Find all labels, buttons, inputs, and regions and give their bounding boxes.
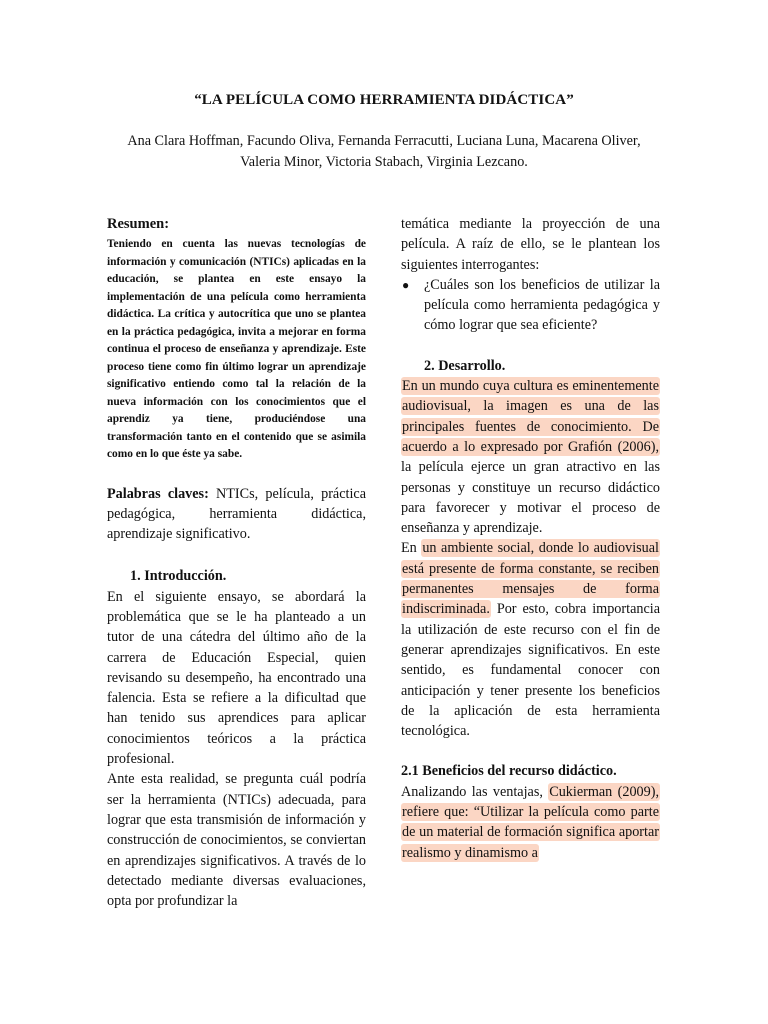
desarrollo-paragraph-2 bbox=[401, 538, 660, 741]
list-item bbox=[401, 275, 660, 336]
desarrollo-p1-rest: la película ejerce un gran atractivo en las personas y constituye un recurso didáctico para favorecer y motivar el proceso de enseñanza y aprendizaje. bbox=[401, 459, 660, 537]
document-title: “LA PELÍCULA COMO HERRAMIENTA DIDÁCTICA” bbox=[194, 92, 574, 108]
keywords-text: NTICs, película, práctica pedagógica, herramienta didáctica, aprendizaje significativo. bbox=[107, 485, 366, 543]
right-column bbox=[401, 214, 660, 863]
desarrollo-paragraph-1 bbox=[401, 376, 660, 538]
keywords-paragraph bbox=[107, 484, 366, 545]
highlight: En un mundo cuya cultura es eminentemente audiovisual, la imagen es una de las principales fuentes de conocimiento. De acuerdo a lo expresado por Grafión (2006), bbox=[402, 378, 659, 455]
section-heading-desarrollo: 2. Desarrollo. bbox=[424, 357, 506, 374]
beneficios-paragraph bbox=[401, 782, 660, 863]
question-text: ¿Cuáles son los beneficios de utilizar la película como herramienta pedagógica y cómo lograr que sea eficiente? bbox=[424, 276, 660, 334]
author-line-2: Valeria Minor, Victoria Stabach, Virginia Lezcano. bbox=[240, 154, 528, 170]
question-list bbox=[401, 275, 660, 336]
highlight: Cukierman (2009), refiere que: “Utilizar la película como parte de un material de formación significa aportar realismo y dinamismo a bbox=[402, 783, 659, 861]
left-column bbox=[107, 214, 366, 911]
keywords-label: Palabras claves: bbox=[107, 485, 209, 502]
highlight: un ambiente social, donde lo audiovisual está presente de forma constante, se reciben permanentes mensajes de forma indiscriminada. bbox=[402, 540, 659, 618]
abstract-text: Teniendo en cuenta las nuevas tecnologías de información y comunicación (NTICs) aplicadas en la educación, se plantea en este ensayo la implementación de una película como herramienta didáctica. La crítica y autocrítica que uno se plantea en la práctica pedagógica, invita a mejorar en forma continua el proceso de enseñanza y aprendizaje. Este proceso tiene como fin último lograr un aprendizaje significativo entiendo como tal la relación de la nueva información con los conocimientos que el aprendiz ya tiene, produciéndose una transformación tanto en el contenido que se asimila como en lo que éste ya sabe. bbox=[107, 238, 366, 460]
intro-paragraph-1: En el siguiente ensayo, se abordará la problemática que se le ha planteado a un tutor de una cátedra del último año de la carrera de Educación Especial, quien revisando su desempeño, ha encontrado una falencia. Esta se refiere a la dificultad que han tenido sus aprendices para aplicar conocimientos teóricos a la práctica profesional. bbox=[107, 588, 366, 768]
desarrollo-p2-start: En bbox=[401, 540, 422, 557]
author-line-1: Ana Clara Hoffman, Facundo Oliva, Fernanda Ferracutti, Luciana Luna, Macarena Oliver, bbox=[127, 133, 641, 149]
section-heading-introduccion: 1. Introducción. bbox=[130, 568, 227, 585]
desarrollo-p2-rest: Por esto, cobra importancia la utilización de este recurso con el fin de generar aprendizajes significativos. En este sentido, es fundamental conocer con anticipación y tener presente los beneficios de la aplicación de esta herramienta tecnológica. bbox=[401, 601, 660, 740]
abstract-heading: Resumen: bbox=[107, 216, 170, 232]
continuation-paragraph: temática mediante la proyección de una película. A raíz de ello, se le plantean los siguientes interrogantes: bbox=[401, 216, 660, 273]
bullet-icon: ● bbox=[402, 277, 410, 292]
intro-paragraph-2: Ante esta realidad, se pregunta cuál podría ser la herramienta (NTICs) adecuada, para lograr que esta transmisión de información y construcción de conocimientos, se conviertan en aprendizajes significativos. A través de lo detectado mediante diversas evaluaciones, opta por profundizar la bbox=[107, 771, 366, 910]
section-heading-beneficios: 2.1 Beneficios del recurso didáctico. bbox=[401, 763, 617, 780]
author-list bbox=[80, 131, 688, 173]
beneficios-start: Analizando las ventajas, bbox=[401, 783, 549, 800]
